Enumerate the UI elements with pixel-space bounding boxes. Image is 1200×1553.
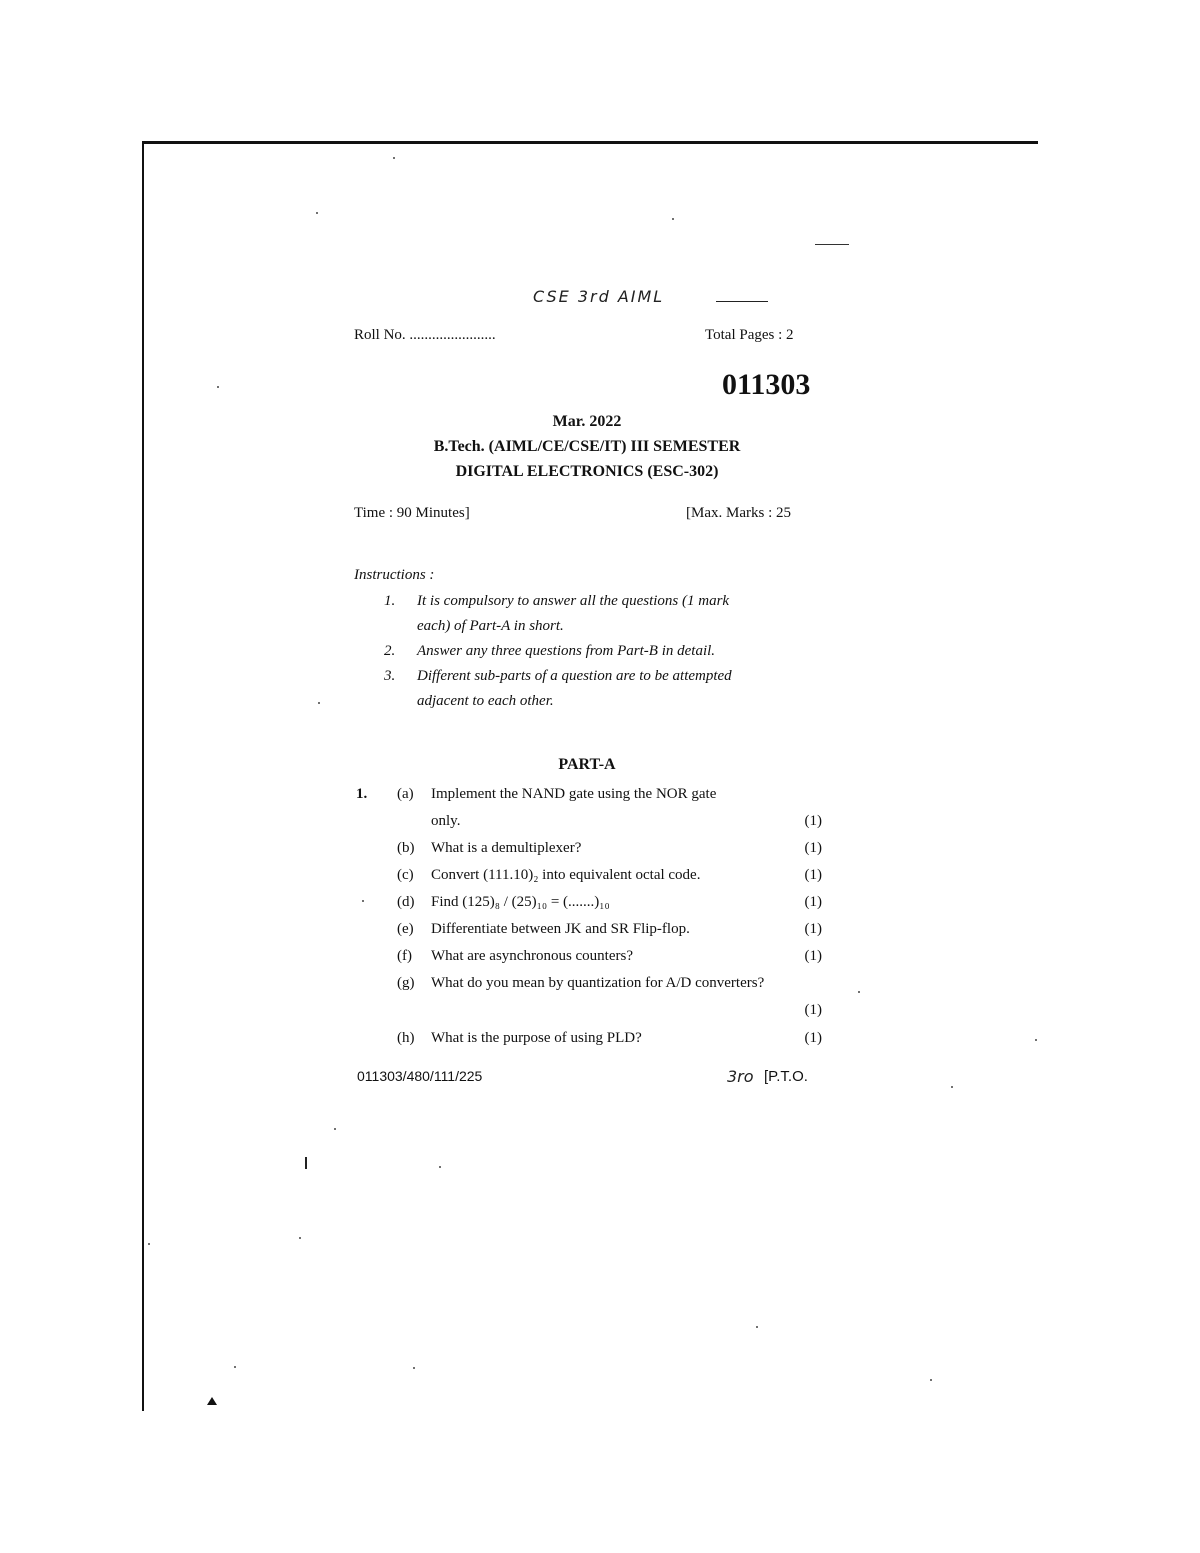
footer-code: 011303/480/111/225 xyxy=(357,1068,483,1084)
scan-dot xyxy=(413,1367,415,1369)
question-text: Implement the NAND gate using the NOR gate xyxy=(431,786,717,802)
handwritten-note: CSE 3rd AIML xyxy=(533,287,665,306)
question-text: Convert (111.10)₂ into equivalent octal code. xyxy=(431,867,701,883)
question-label: (b) xyxy=(397,840,415,856)
question-marks: (1) xyxy=(804,840,822,856)
footer-handwritten-note: 3ro xyxy=(727,1067,754,1086)
question-marks: (1) xyxy=(804,921,822,937)
question-label: (c) xyxy=(397,867,414,883)
question-text: What is the purpose of using PLD? xyxy=(431,1030,642,1046)
course-title: B.Tech. (AIML/CE/CSE/IT) III SEMESTER xyxy=(433,438,741,455)
question-marks: (1) xyxy=(804,1002,822,1018)
scan-mark xyxy=(305,1157,307,1169)
instruction-number: 3. xyxy=(384,668,396,684)
question-text: What do you mean by quantization for A/D converters? xyxy=(431,975,765,991)
scan-dot xyxy=(439,1166,441,1168)
instruction-number: 1. xyxy=(384,593,396,609)
question-text-continued: only. xyxy=(431,813,461,829)
question-number: 1. xyxy=(356,786,368,802)
scan-dot xyxy=(148,1243,150,1245)
paper-code: 011303 xyxy=(722,368,811,401)
scan-dot xyxy=(299,1237,301,1239)
exam-date: Mar. 2022 xyxy=(552,413,622,430)
scan-dot xyxy=(930,1379,932,1381)
question-text: What is a demultiplexer? xyxy=(431,840,582,856)
question-label: (h) xyxy=(397,1030,415,1046)
scan-dot xyxy=(858,991,860,993)
instruction-text: each) of Part-A in short. xyxy=(417,618,564,634)
instruction-text: Answer any three questions from Part-B in detail. xyxy=(417,643,716,659)
scan-dot xyxy=(318,702,320,704)
instruction-text: It is compulsory to answer all the questions (1 mark xyxy=(417,593,730,609)
scan-mark xyxy=(815,244,849,245)
question-marks: (1) xyxy=(804,1030,822,1046)
scan-mark-triangle xyxy=(207,1397,217,1405)
total-pages: Total Pages : 2 xyxy=(705,327,794,343)
scan-dot xyxy=(234,1366,236,1368)
scan-dot xyxy=(362,900,364,902)
scan-dot xyxy=(1035,1039,1037,1041)
scan-dot xyxy=(756,1326,758,1328)
time-allowed: Time : 90 Minutes] xyxy=(354,505,470,521)
question-label: (g) xyxy=(397,975,415,991)
scan-border-top xyxy=(142,141,1038,144)
question-text: What are asynchronous counters? xyxy=(431,948,634,964)
scan-dot xyxy=(316,212,318,214)
handwritten-underline xyxy=(716,301,768,302)
question-text: Find (125)₈ / (25)₁₀ = (.......)₁₀ xyxy=(431,894,610,910)
part-a-heading: PART-A xyxy=(558,756,616,773)
question-label: (d) xyxy=(397,894,415,910)
scan-dot xyxy=(217,386,219,388)
scan-dot xyxy=(393,157,395,159)
instruction-text: Different sub-parts of a question are to be attempted xyxy=(417,668,732,684)
max-marks: [Max. Marks : 25 xyxy=(686,505,791,521)
question-marks: (1) xyxy=(804,813,822,829)
question-marks: (1) xyxy=(804,948,822,964)
question-text: Differentiate between JK and SR Flip-flop. xyxy=(431,921,690,937)
roll-number: Roll No. ....................... xyxy=(354,327,496,343)
question-marks: (1) xyxy=(804,894,822,910)
instruction-text: adjacent to each other. xyxy=(417,693,554,709)
scan-dot xyxy=(672,218,674,220)
instruction-number: 2. xyxy=(384,643,396,659)
subject-title: DIGITAL ELECTRONICS (ESC-302) xyxy=(455,463,719,480)
scan-dot xyxy=(951,1086,953,1088)
question-label: (f) xyxy=(397,948,412,964)
scan-dot xyxy=(334,1128,336,1130)
footer-pto: [P.T.O. xyxy=(764,1068,808,1085)
instructions-heading: Instructions : xyxy=(354,567,435,583)
scan-border-left xyxy=(142,141,144,1411)
question-label: (a) xyxy=(397,786,414,802)
question-marks: (1) xyxy=(804,867,822,883)
question-label: (e) xyxy=(397,921,414,937)
